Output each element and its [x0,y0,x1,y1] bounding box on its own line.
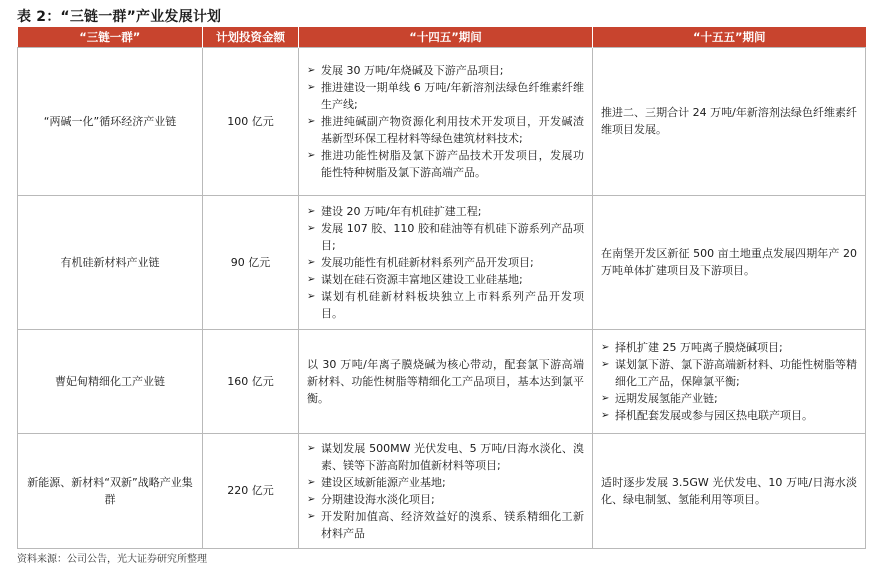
chain-name: 曹妃甸精细化工产业链 [18,329,203,433]
list-item: ➢ 发展 30 万吨/年烧碱及下游产品项目; [307,63,504,77]
table-header-row [18,27,866,47]
list-item: ➢ 建设 20 万吨/年有机硅扩建工程; [307,204,482,218]
list-item: ➢ 发展 107 胶、110 胶和硅油等有机硅下游系列产品项目; [307,221,584,252]
arrow-right-icon: ➢ [307,493,316,505]
investment-amount: 90 亿元 [203,195,299,329]
table-row [18,47,866,195]
arrow-right-icon: ➢ [307,510,316,522]
plan-14th-cell [299,195,593,329]
table-row [18,433,866,548]
list-item: ➢ 建设区域新能源产业基地; [307,475,446,489]
chain-name: 有机硅新材料产业链 [18,195,203,329]
list-item: ➢ 择机配套发展或参与园区热电联产项目。 [601,408,813,422]
list-item: ➢ 远期发展氢能产业链; [601,391,718,405]
plan-15th-cell: 在南堡开发区新征 500 亩土地重点发展四期年产 20 万吨单体扩建项目及下游项目。 [593,195,866,329]
list-item: ➢ 推进建设一期单线 6 万吨/年新溶剂法绿色纤维素纤维生产线; [307,80,584,111]
investment-amount: 220 亿元 [203,433,299,548]
list-item: ➢ 择机扩建 25 万吨离子膜烧碱项目; [601,340,783,354]
arrow-right-icon: ➢ [307,81,316,93]
investment-amount: 160 亿元 [203,329,299,433]
list-item: ➢ 谋划发展 500MW 光伏发电、5 万吨/日海水淡化、溴素、镁等下游高附加值新材料等项目; [307,441,584,472]
list-item: ➢ 发展功能性有机硅新材料系列产品开发项目; [307,255,534,269]
chain-name: 新能源、新材料“双新”战略产业集群 [18,433,203,548]
list-item: ➢ 谋划有机硅新材料板块独立上市料系列产品开发项目。 [307,289,584,320]
plan-15th-cell: 推进二、三期合计 24 万吨/年新溶剂法绿色纤维素纤维项目发展。 [593,47,866,195]
arrow-right-icon: ➢ [601,392,610,404]
list-item: ➢ 分期建设海水淡化项目; [307,492,435,506]
plan-15th-cell [593,329,866,433]
arrow-right-icon: ➢ [307,205,316,217]
arrow-right-icon: ➢ [307,115,316,127]
list-item: ➢ 谋划氯下游、氯下游高端新材料、功能性树脂等精细化工产品，保障氯平衡; [601,357,857,388]
arrow-right-icon: ➢ [601,341,610,353]
arrow-right-icon: ➢ [307,64,316,76]
arrow-right-icon: ➢ [307,273,316,285]
arrow-right-icon: ➢ [601,358,610,370]
arrow-right-icon: ➢ [307,290,316,302]
arrow-right-icon: ➢ [601,409,610,421]
table-row [18,329,866,433]
arrow-right-icon: ➢ [307,222,316,234]
plan-14th-cell [299,47,593,195]
list-item: ➢ 谋划在硅石资源丰富地区建设工业硅基地; [307,272,523,286]
header-15th-plan: “十五五”期间 [593,27,866,47]
table-title: 表 2：“三链一群”产业发展计划 [17,9,222,25]
list-item: ➢ 推进纯碱副产物资源化利用技术开发项目，开发碱渣基新型环保工程材料等绿色建筑材料技术; [307,114,584,145]
source-note: 资料来源：公司公告，光大证券研究所整理 [17,554,207,565]
investment-amount: 100 亿元 [203,47,299,195]
plan-14th-cell: 以 30 万吨/年离子膜烧碱为核心带动，配套氯下游高端新材料、功能性树脂等精细化工产品项目，基本达到氯平衡。 [299,329,593,433]
list-item: ➢ 开发附加值高、经济效益好的溴系、镁系精细化工新材料产品 [307,509,584,540]
plan-15th-cell: 适时逐步发展 3.5GW 光伏发电、10 万吨/日海水淡化、绿电制氢、氢能利用等项目。 [593,433,866,548]
header-amount: 计划投资金额 [203,27,299,47]
industry-plan-table [17,27,866,549]
arrow-right-icon: ➢ [307,256,316,268]
arrow-right-icon: ➢ [307,442,316,454]
list-item: ➢ 推进功能性树脂及氯下游产品技术开发项目，发展功能性特种树脂及氯下游高端产品。 [307,148,584,179]
table-row [18,195,866,329]
header-14th-plan: “十四五”期间 [299,27,593,47]
arrow-right-icon: ➢ [307,149,316,161]
plan-14th-cell [299,433,593,548]
chain-name: “两碱一化”循环经济产业链 [18,47,203,195]
header-chain: “三链一群” [18,27,203,47]
arrow-right-icon: ➢ [307,476,316,488]
